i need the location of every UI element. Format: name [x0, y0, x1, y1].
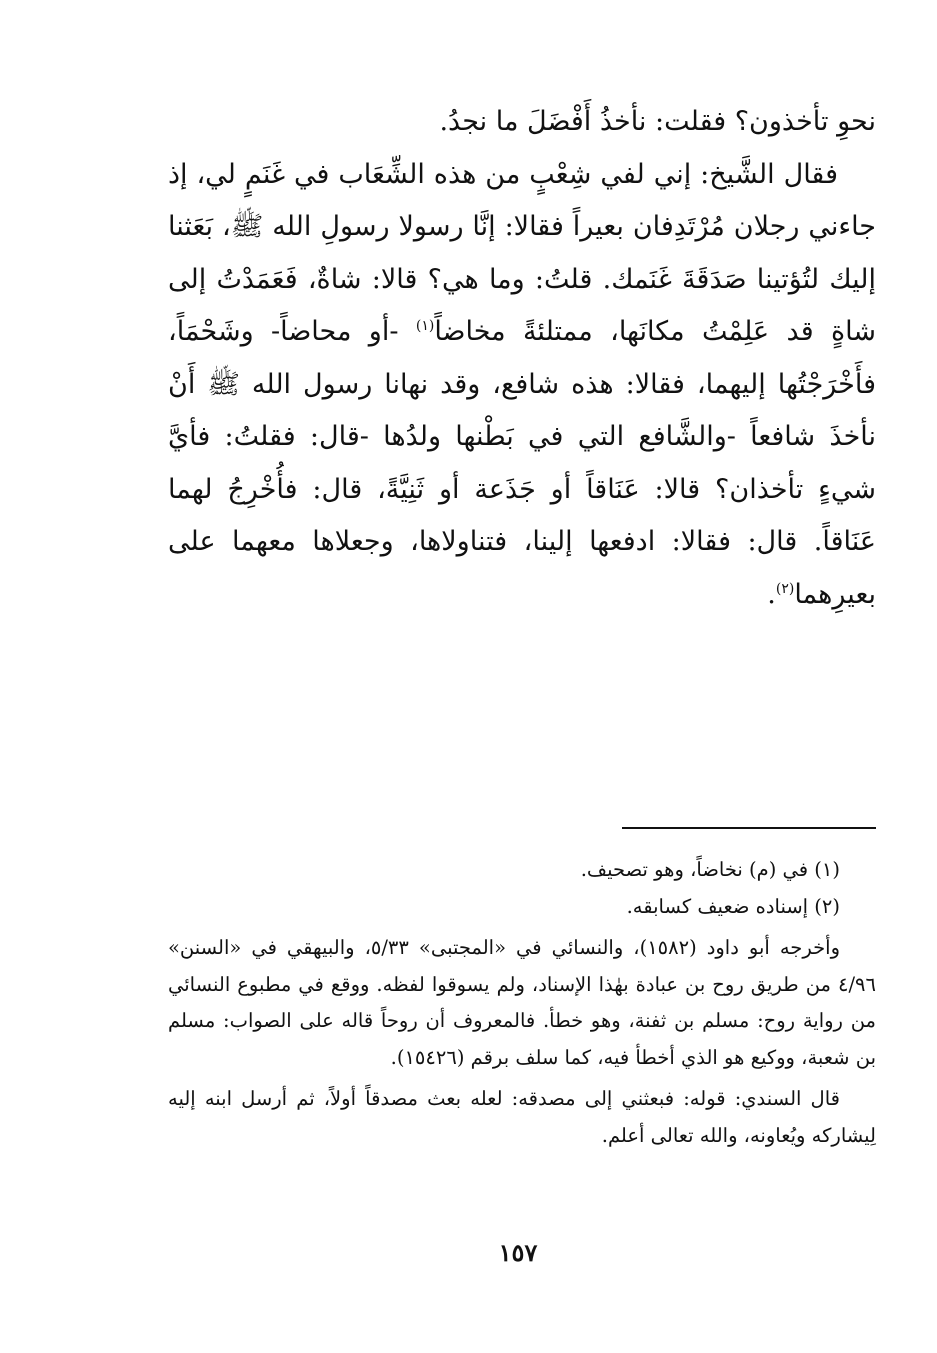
main-text	[168, 96, 876, 621]
main-paragraph-1: نحوِ تأخذون؟ فقلت: نأخذُ أَفْضَلَ ما نجدُ.	[439, 106, 876, 137]
footnote-2: (٢) إسناده ضعيف كسابقه.	[626, 894, 840, 918]
main-paragraph-2-part-2: -أو محاضاً- وشَحْمَاً، فأَخْرَجْتُها إليهما، فقالا: هذه شافع، وقد نهانا رسول الله ﷺ أَنْ نأخذَ شافعاً -والشَّافع التي في بَطْنها ولدُها -قال: فقلتُ: فأيَّ شيءٍ تأخذان؟ قالا: عَنَاقاً أو جَذَعة أو ثَنِيَّةً، قال: فأُخْرِجُ لهما عَنَاقاً. قال: فقالا: ادفعها إلينا، فتناولاها، وجعلاها معهما على بعيرِهما	[168, 316, 876, 610]
main-paragraph-2-end: .	[767, 578, 776, 610]
footnote-ref-1: (١)	[415, 318, 435, 334]
footnote-2-detail: وأخرجه أبو داود (١٥٨٢)، والنسائي في «المجتبى» ٥/٣٣، والبيهقي في «السنن» ٤/٩٦ من طريق روح بن عبادة بهٰذا الإسناد، ولم يسوقوا لفظه. ووقع في مطبوع النسائي من رواية روح: مسلم بن ثفنة، وهو خطأ. فالمعروف أن روحاً قاله على الصواب: مسلم بن شعبة، ووكيع هو الذي أخطأ فيه، كما سلف برقم (١٥٤٢٦).	[168, 936, 876, 1069]
footnotes	[168, 852, 876, 1154]
main-paragraph-2-part-1: فقال الشَّيخ: إني لفي شِعْبٍ من هذه الشِّعَاب في غَنَمٍ لي، إذ جاءني رجلان مُرْتَدِفان بعيراً فقالا: إنَّا رسولا رسولِ الله ﷺ، بَعَثنا إليك لتُؤتينا صَدَقَةَ غَنَمك. قلتُ: وما هي؟ قالا: شاةٌ، فَعَمَدْتُ إلى شاةٍ قد عَلِمْتُ مكانَها، ممتلئةً مخاضاً	[168, 158, 876, 347]
footnote-separator	[622, 827, 876, 829]
page-number: ١٥٧	[498, 1238, 538, 1267]
footnote-2-commentary: قال السندي: قوله: فبعثني إلى مصدقه: لعله بعث مصدقاً أولاً، ثم أرسل ابنه إليه لِيشاركه ويُعاونه، والله تعالى أعلم.	[168, 1087, 876, 1147]
main-paragraph-2	[168, 149, 876, 622]
footnote-1: (١) في (م) نخاضاً، وهو تصحيف.	[580, 858, 840, 881]
footnote-ref-2: (٢)	[775, 580, 795, 597]
